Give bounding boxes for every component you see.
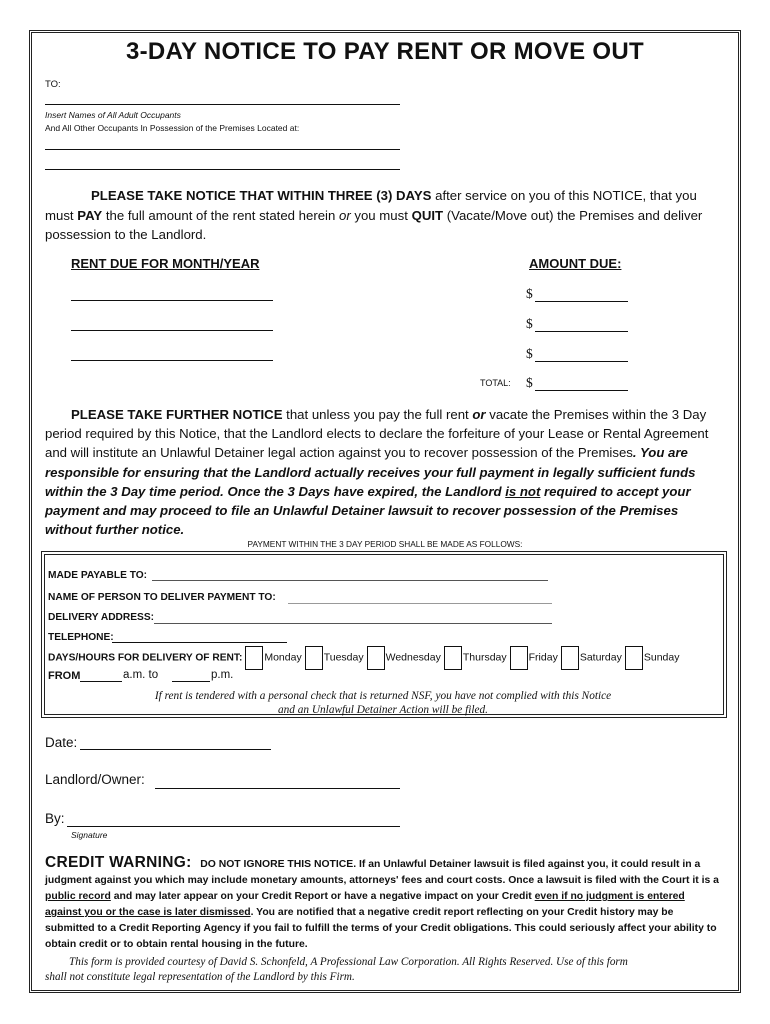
made-payable-row: MADE PAYABLE TO: [48, 570, 148, 581]
premises-address-line-1[interactable] [45, 149, 400, 150]
telephone-line[interactable] [112, 642, 287, 643]
footer-disclaimer: This form is provided courtesy of David S. Schonfeld, A Professional Law Corporation. All Rights Reserved. Use of this form shall not constitute legal representation of the Landlord by this Firm. [45, 956, 628, 983]
amount-line-2[interactable] [535, 331, 628, 332]
total-amount-line[interactable] [535, 390, 628, 391]
occupants-name-line[interactable] [45, 104, 400, 105]
notice-paragraph: PLEASE TAKE NOTICE THAT WITHIN THREE (3) DAYS after service on you of this NOTICE, that you must PAY the full amount of the rent stated herein or you must QUIT (Vacate/Move out) the Premises and deliver possession to the Landlord. [45, 188, 703, 242]
page-title: 3-DAY NOTICE TO PAY RENT OR MOVE OUT [125, 38, 644, 65]
dollar-sign: $ [526, 346, 533, 361]
amount-line-3[interactable] [535, 361, 628, 362]
tuesday-checkbox[interactable] [305, 646, 323, 670]
to-label: TO: [45, 79, 61, 90]
sunday-checkbox[interactable] [625, 646, 643, 670]
name-person-line[interactable] [288, 603, 552, 604]
thursday-checkbox[interactable] [444, 646, 462, 670]
signature-caption: Signature [71, 830, 108, 840]
credit-warning: CREDIT WARNING: DO NOT IGNORE THIS NOTICE. If an Unlawful Detainer lawsuit is filed against you, it could result in a judgment against you which may include monetary amounts, attorneys' fees and court costs. Once a lawsuit is filed with the Court it is a public record and may later appear on your Credit Report or have a negative impact on your Credit even if no judgment is entered against you or the case is later dismissed. You are notified that a negative credit report reflecting on your Credit history may be submitted to a Credit Reporting Agency if you fail to fulfill the terms of your Credit obligations. This could seriously affect your ability to obtain credit or to obtain rental housing in the future. [45, 854, 719, 950]
friday-checkbox[interactable] [510, 646, 528, 670]
days-row: DAYS/HOURS FOR DELIVERY OF RENT: Monday Tuesday Wednesday Thursday Friday Saturday Sunday [48, 646, 679, 670]
monday-checkbox[interactable] [245, 646, 263, 670]
date-line[interactable] [80, 749, 271, 750]
date-label: Date: [45, 735, 78, 750]
name-person-row: NAME OF PERSON TO DELIVER PAYMENT TO: [48, 592, 276, 603]
made-payable-line[interactable] [152, 580, 548, 581]
to-time-line[interactable] [172, 681, 210, 682]
rent-month-line-2[interactable] [71, 330, 273, 331]
amount-due-header: AMOUNT DUE: [529, 256, 622, 271]
by-label: By: [45, 811, 65, 826]
delivery-address-row: DELIVERY ADDRESS: [48, 612, 155, 623]
payment-heading: PAYMENT WITHIN THE 3 DAY PERIOD SHALL BE MADE AS FOLLOWS: [247, 539, 523, 549]
dollar-sign: $ [526, 316, 533, 331]
landlord-label: Landlord/Owner: [45, 772, 145, 787]
saturday-checkbox[interactable] [561, 646, 579, 670]
amount-line-1[interactable] [535, 301, 628, 302]
credit-warning-heading: CREDIT WARNING: [45, 854, 192, 871]
total-label: TOTAL: [480, 378, 511, 388]
wednesday-checkbox[interactable] [367, 646, 385, 670]
landlord-line[interactable] [155, 788, 400, 789]
further-notice-paragraph: PLEASE TAKE FURTHER NOTICE that unless you pay the full rent or vacate the Premises within the 3 Day period required by this Notice, that the Landlord elects to declare the forfeiture of your Lease or Rental Agreement and will institute an Unlawful Detainer legal action against you to recover possession of the Premises. You are responsible for ensuring that the Landlord actually receives your full payment in legally sufficient funds within the 3 Day time period. Once the 3 Days have expired, the Landlord is not required to accept your payment and may proceed to file an Unlawful Detainer lawsuit to recover possession of the Premises without further notice. [45, 407, 709, 538]
premises-caption: And All Other Occupants In Possession of the Premises Located at: [45, 123, 300, 133]
delivery-address-line[interactable] [154, 623, 552, 624]
from-row: FROM [48, 670, 81, 682]
dollar-sign: $ [526, 375, 533, 390]
premises-address-line-2[interactable] [45, 169, 400, 170]
telephone-row: TELEPHONE: [48, 632, 114, 643]
rent-month-line-1[interactable] [71, 300, 273, 301]
rent-month-line-3[interactable] [71, 360, 273, 361]
pm-label: p.m. [211, 669, 234, 681]
signature-line[interactable] [67, 826, 400, 827]
rent-due-header: RENT DUE FOR MONTH/YEAR [71, 256, 260, 271]
dollar-sign: $ [526, 286, 533, 301]
am-to-label: a.m. to [123, 669, 159, 681]
occupants-caption: Insert Names of All Adult Occupants [45, 110, 181, 120]
from-time-line[interactable] [80, 681, 122, 682]
nsf-notice: If rent is tendered with a personal check that is returned NSF, you have not complied with this Notice and an Unlawful Detainer Action will be filed. [154, 690, 612, 716]
